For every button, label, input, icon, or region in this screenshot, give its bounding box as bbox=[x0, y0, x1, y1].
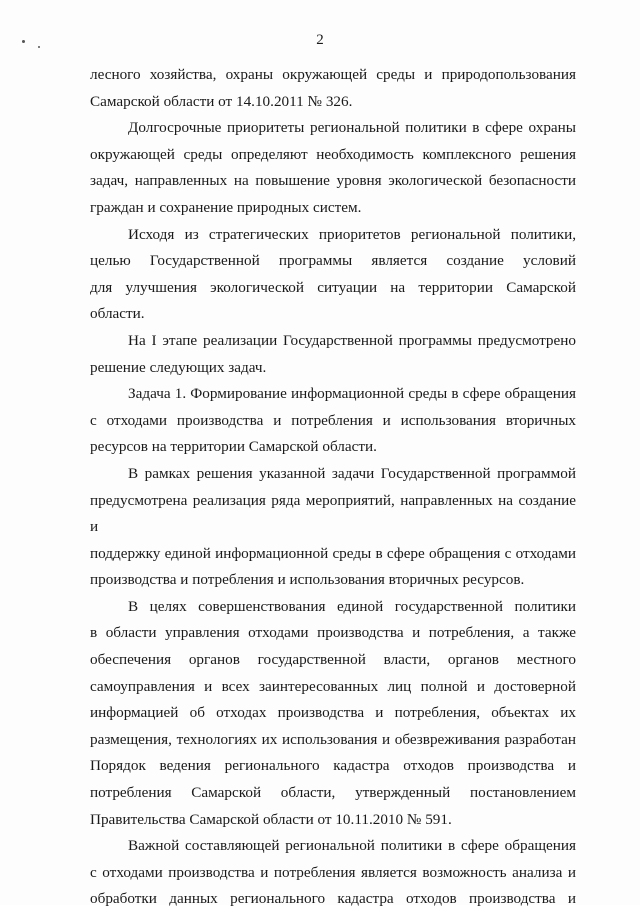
text-line: Порядок ведения регионального кадастра отходов производства и bbox=[90, 757, 576, 775]
text-line: обработки данных регионального кадастра отходов производства и bbox=[90, 890, 576, 908]
text-line: В рамках решения указанной задачи Государственной программой bbox=[128, 464, 576, 482]
text-line: предусмотрена реализация ряда мероприятий, направленных на создание и bbox=[90, 491, 576, 536]
text-line: Исходя из стратегических приоритетов региональной политики, bbox=[128, 225, 576, 243]
body-text bbox=[90, 62, 576, 913]
text-line: с отходами производства и потребления и использования вторичных bbox=[90, 411, 576, 429]
text-line: с отходами производства и потребления является возможность анализа и bbox=[90, 863, 576, 881]
text-line: размещения, технологиях их использования и обезвреживания разработан bbox=[90, 730, 576, 748]
text-line: задач, направленных на повышение уровня экологической безопасности bbox=[90, 172, 576, 190]
text-line: Задача 1. Формирование информационной среды в сфере обращения bbox=[128, 385, 576, 403]
text-line: В целях совершенствования единой государственной политики bbox=[128, 597, 576, 615]
text-line: Важной составляющей региональной политики в сфере обращения bbox=[128, 837, 576, 855]
scan-speck bbox=[22, 40, 25, 43]
text-line: самоуправления и всех заинтересованных лиц полной и достоверной bbox=[90, 677, 576, 695]
text-line: Самарской области от 14.10.2011 № 326. bbox=[90, 92, 353, 110]
text-line: производства и потребления и использования вторичных ресурсов. bbox=[90, 571, 525, 589]
text-line: граждан и сохранение природных систем. bbox=[90, 198, 362, 216]
text-line: информацией об отходах производства и потребления, объектах их bbox=[90, 704, 576, 722]
text-line: лесного хозяйства, охраны окружающей среды и природопользования bbox=[90, 66, 576, 83]
text-line: поддержку единой информационной среды в сфере обращения с отходами bbox=[90, 544, 576, 562]
text-line: целью Государственной программы является создание условий bbox=[90, 252, 576, 270]
text-line: для улучшения экологической ситуации на территории Самарской области. bbox=[90, 278, 576, 323]
text-line: обеспечения органов государственной власти, органов местного bbox=[90, 651, 576, 669]
text-line: Правительства Самарской области от 10.11.2010 № 591. bbox=[90, 810, 452, 828]
text-line: в области управления отходами производства и потребления, а также bbox=[90, 624, 576, 642]
text-line: потребления Самарской области, утвержденный постановлением bbox=[90, 784, 576, 802]
page-number: 2 bbox=[316, 32, 324, 48]
scan-speck bbox=[38, 46, 40, 48]
text-line: решение следующих задач. bbox=[90, 358, 267, 376]
text-line: На I этапе реализации Государственной программы предусмотрено bbox=[128, 331, 576, 349]
text-line: окружающей среды определяют необходимость комплексного решения bbox=[90, 145, 576, 163]
text-line: Долгосрочные приоритеты региональной политики в сфере охраны bbox=[128, 119, 576, 137]
text-line: ресурсов на территории Самарской области. bbox=[90, 438, 377, 456]
